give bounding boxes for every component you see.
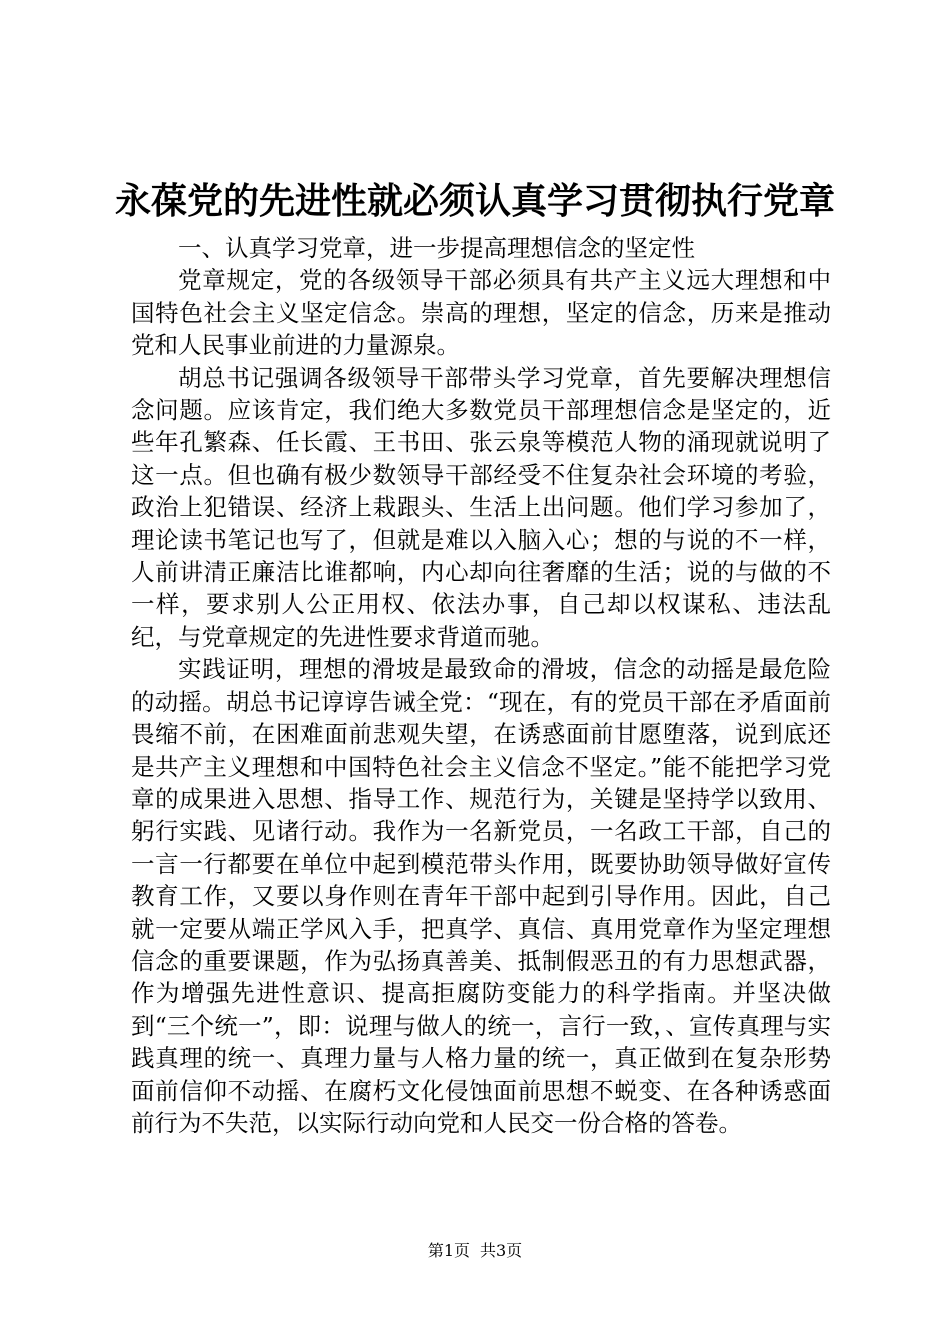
document-body <box>131 232 831 1139</box>
paragraph: 实践证明，理想的滑坡是最致命的滑坡，信念的动摇是最危险的动摇。胡总书记谆谆告诫全党：“现在，有的党员干部在矛盾面前畏缩不前，在困难面前悲观失望，在诱惑面前甘愿堕落，说到底还是共产主义理想和中国特色社会主义信念不坚定。”能不能把学习党章的成果进入思想、指导工作、规范行为，关键是坚持学以致用、躬行实践、见诸行动。我作为一名新党员，一名政工干部，自己的一言一行都要在单位中起到模范带头作用，既要协助领导做好宣传教育工作，又要以身作则在青年干部中起到引导作用。因此，自己就一定要从端正学风入手，把真学、真信、真用党章作为坚定理想信念的重要课题，作为弘扬真善美、抵制假恶丑的有力思想武器，作为增强先进性意识、提高拒腐防变能力的科学指南。并坚决做到“三个统一”，即：说理与做人的统一，言行一致，、宣传真理与实践真理的统一、真理力量与人格力量的统一，真正做到在复杂形势面前信仰不动摇、在腐朽文化侵蚀面前思想不蜕变、在各种诱惑面前行为不失范，以实际行动向党和人民交一份合格的答卷。 <box>131 655 831 1137</box>
page-number: 第1页 <box>427 1241 470 1260</box>
page-total: 共3页 <box>480 1241 523 1260</box>
paragraph: 党章规定，党的各级领导干部必须具有共产主义远大理想和中国特色社会主义坚定信念。崇高的理想，坚定的信念，历来是推动党和人民事业前进的力量源泉。 <box>131 266 831 360</box>
document-title: 永葆党的先进性就必须认真学习贯彻执行党章 <box>114 180 835 222</box>
paragraph: 胡总书记强调各级领导干部带头学习党章，首先要解决理想信念问题。应该肯定，我们绝大多数党员干部理想信念是坚定的，近些年孔繁森、任长霞、王书田、张云泉等模范人物的涌现就说明了这一点。但也确有极少数领导干部经受不住复杂社会环境的考验，政治上犯错误、经济上栽跟头、生活上出问题。他们学习参加了，理论读书笔记也写了，但就是难以入脑入心；想的与说的不一样，人前讲清正廉洁比谁都响，内心却向往奢靡的生活；说的与做的不一样，要求别人公正用权、依法办事，自己却以权谋私、违法乱纪，与党章规定的先进性要求背道而驰。 <box>131 363 831 651</box>
page-footer <box>0 1240 950 1262</box>
section-heading: 一、认真学习党章，进一步提高理想信念的坚定性 <box>178 234 695 262</box>
